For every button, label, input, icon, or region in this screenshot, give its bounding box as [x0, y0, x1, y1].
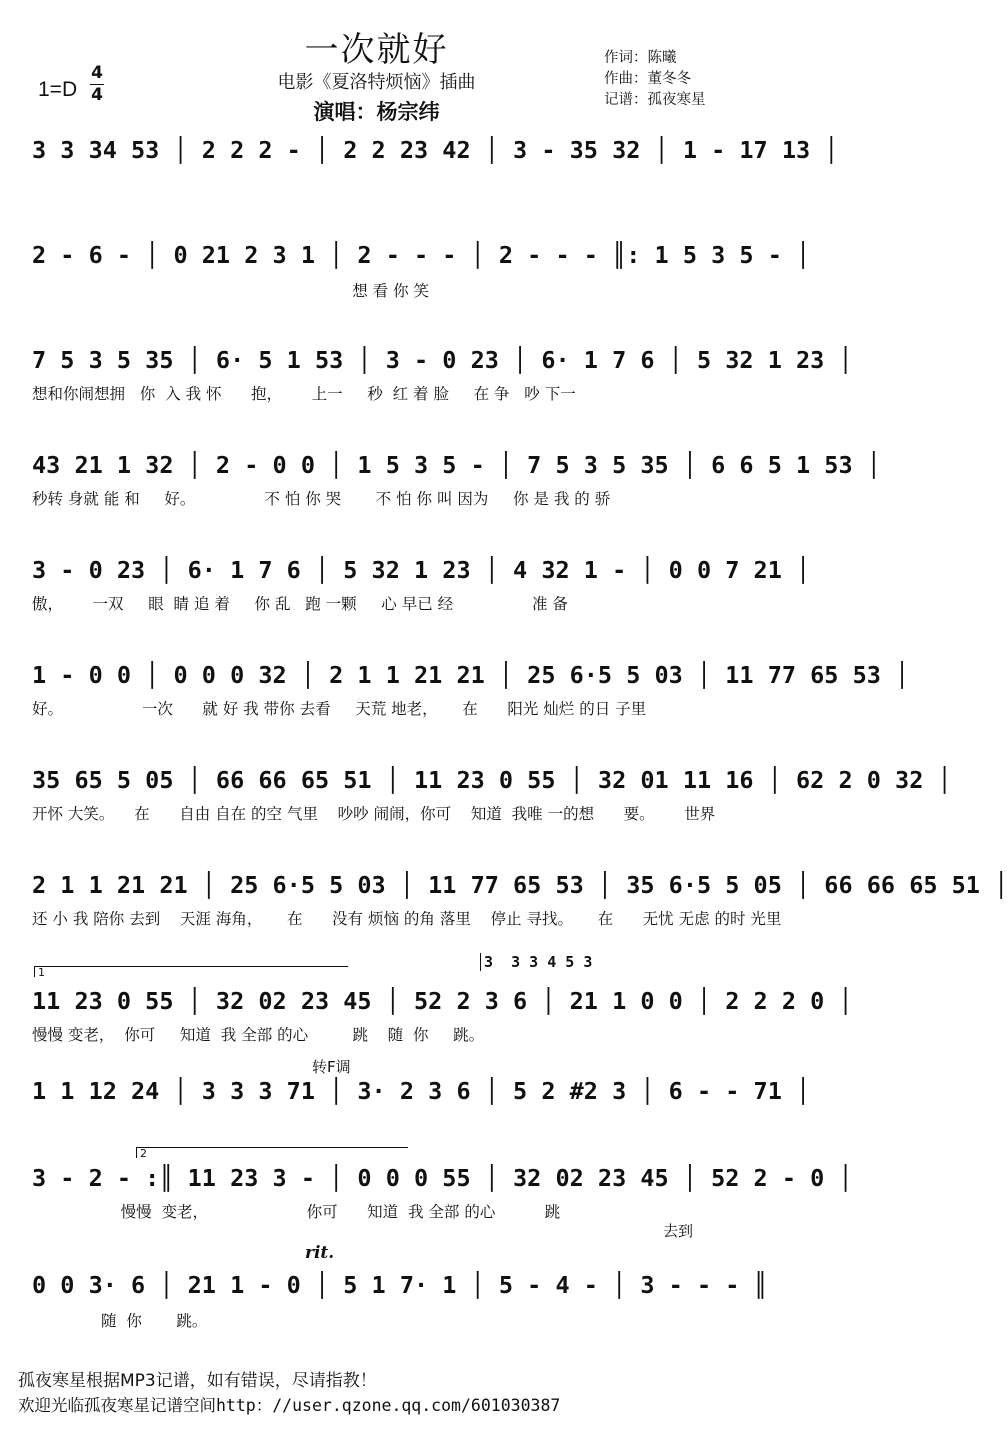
score-line-12 [0, 1268, 768, 1330]
score-line-2 [0, 238, 811, 300]
time-signature-bottom: 4 [91, 85, 103, 105]
composer-credit: 作曲：董冬冬 [604, 71, 691, 87]
notation-row: 3 - 2 - :║ 11 23 3 - │ 0 0 0 55 │ 32 02 23 45 │ 52 2 - 0 │ [32, 1164, 853, 1192]
score-line-9 [0, 984, 853, 1044]
ossia-notation: 3 3 3 4 5 3 [480, 953, 592, 971]
lyric-row: 傲， 一双 眼 睛 追 着 你 乱 跑 一颗 心 早已 经 准 备 [32, 595, 568, 613]
credits-block [604, 48, 706, 111]
score-line-8 [0, 868, 1008, 928]
lyric-row: 想和你闹想拥 你 入 我 怀 抱， 上一 秒 红 着 脸 在 争 吵 下一 [32, 385, 576, 403]
footer-website: 欢迎光临孤夜寒星记谱空间http：//user.qzone.qq.com/601030387 [18, 1396, 561, 1415]
lyricist-credit: 作词：陈曦 [604, 50, 677, 66]
notation-row: 0 0 3· 6 │ 21 1 - 0 │ 5 1 7· 1 │ 5 - 4 - │ 3 - - - ║ [32, 1271, 768, 1299]
score-line-5 [0, 553, 811, 613]
notation-row: 11 23 0 55 │ 32 02 23 45 │ 52 2 3 6 │ 21 1 0 0 │ 2 2 2 0 │ [32, 987, 853, 1015]
lyric-row [32, 173, 722, 195]
lyric-row: 好。 一次 就 好 我 带你 去看 天荒 地老， 在 阳光 灿烂 的日 子里 [32, 700, 647, 718]
volta-number: 1 [38, 966, 45, 979]
notation-row: 2 - 6 - │ 0 21 2 3 1 │ 2 - - - │ 2 - - - ║: 1 5 3 5 - │ [32, 241, 811, 269]
lyric-row: 随 你 跳。 [32, 1312, 208, 1330]
notation-row: 1 - 0 0 │ 0 0 0 32 │ 2 1 1 21 21 │ 25 6·5 5 03 │ 11 77 65 53 │ [32, 661, 910, 689]
modulation-marker: 转F调 [312, 1058, 351, 1076]
lyric-row: 慢慢 变老， 你可 知道 我 全部 的心 跳 随 你 跳。 [32, 1026, 485, 1044]
transcriber-credit: 记谱：孤夜寒星 [604, 92, 706, 108]
notation-row: 7 5 3 5 35 │ 6· 5 1 53 │ 3 - 0 23 │ 6· 1 7 6 │ 5 32 1 23 │ [32, 346, 853, 374]
lyric-row: 开怀 大笑。 在 自由 自在 的空 气里 吵吵 闹闹，你可 知道 我唯 一的想 要。 世界 [32, 805, 716, 823]
volta-bracket-2 [136, 1147, 408, 1158]
lyric-row: 想 看 你 笑 [32, 282, 430, 300]
ritardando-marking: rit. [305, 1243, 335, 1263]
notation-row: 2 1 1 21 21 │ 25 6·5 5 03 │ 11 77 65 53 │ 35 6·5 5 05 │ 66 66 65 51 │ [32, 871, 1008, 899]
score-line-1 [0, 133, 839, 193]
time-signature-top: 4 [91, 63, 103, 83]
footer-note: 孤夜寒星根据MP3记谱，如有错误，尽请指教！ [18, 1371, 377, 1391]
notation-row: 3 3 34 53 │ 2 2 2 - │ 2 2 23 42 │ 3 - 35 32 │ 1 - 17 13 │ [32, 136, 839, 164]
score-line-6 [0, 658, 910, 718]
notation-row: 35 65 5 05 │ 66 66 65 51 │ 11 23 0 55 │ 32 01 11 16 │ 62 2 0 32 │ [32, 766, 952, 794]
notation-row: 3 - 0 23 │ 6· 1 7 6 │ 5 32 1 23 │ 4 32 1 - │ 0 0 7 21 │ [32, 556, 811, 584]
score-line-4 [0, 448, 881, 508]
song-title: 一次就好 [304, 30, 449, 70]
notation-row: 43 21 1 32 │ 2 - 0 0 │ 1 5 3 5 - │ 7 5 3 5 35 │ 6 6 5 1 53 │ [32, 451, 881, 479]
lyric-row: 秒转 身就 能 和 好。 不 怕 你 哭 不 怕 你 叫 因为 你 是 我 的 骄 [32, 490, 611, 508]
score-line-10 [0, 1074, 811, 1134]
key-signature: 1=D [38, 78, 78, 101]
volta-number: 2 [140, 1147, 147, 1160]
lyric-row: 还 小 我 陪你 去到 天涯 海角， 在 没有 烦恼 的角 落里 停止 寻找。 在 无忧 无虑 的时 光里 [32, 910, 782, 928]
score-line-11 [0, 1161, 853, 1221]
singer-credit: 演唱：杨宗纬 [313, 100, 440, 124]
notation-row: 1 1 12 24 │ 3 3 3 71 │ 3· 2 3 6 │ 5 2 #2 3 │ 6 - - 71 │ [32, 1077, 811, 1105]
song-subtitle: 电影《夏洛特烦恼》插曲 [277, 72, 476, 93]
extra-lyric: 去到 [663, 1222, 694, 1240]
volta-bracket-1 [34, 966, 348, 977]
score-line-7 [0, 763, 952, 823]
time-signature [90, 64, 104, 105]
score-line-3 [0, 343, 853, 403]
lyric-row [32, 1114, 722, 1136]
lyric-row: 慢慢 变老， 你可 知道 我 全部 的心 跳 [32, 1203, 561, 1221]
